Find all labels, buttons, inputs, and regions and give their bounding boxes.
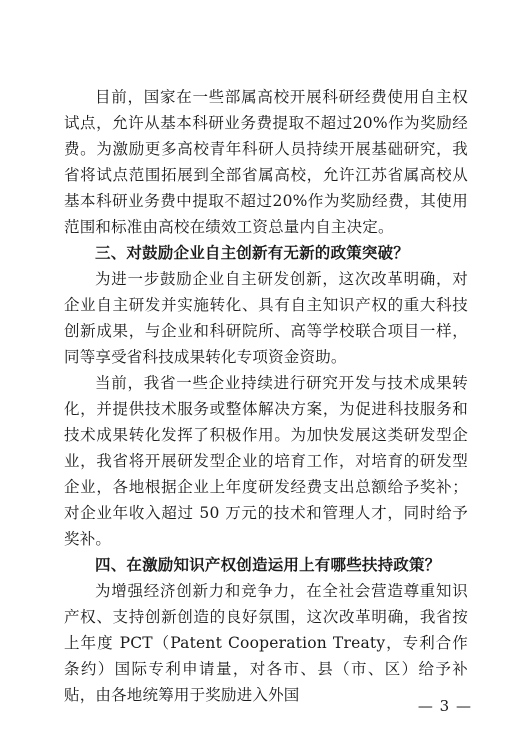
document-body — [64, 84, 468, 708]
paragraph-pct-subsidy: 为增强经济创新力和竞争力，在全社会营造尊重知识产权、支持创新创造的良好氛围，这次改革明确，我省按上年度 PCT（Patent Cooperation Treaty，专利合作条约）国际专利申请量，对各市、县（市、区）给予补贴，由各地统筹用于奖励进入外国 — [64, 582, 468, 704]
section-heading-enterprise-innovation: 三、对鼓励企业自主创新有无新的政策突破？ — [95, 244, 410, 262]
paragraph-pilot-scope: 目前，国家在一些部属高校开展科研经费使用自主权试点，允许从基本科研业务费提取不超过20%作为奖励经费。为激励更多高校青年科研人员持续开展基础研究，我省将试点范围拓展到全部省属高校，允许江苏省属高校从基本科研业务费中提取不超过20%作为奖励经费，其使用范围和标准由高校在绩效工资总量内自主决定。 — [64, 88, 468, 236]
section-heading-ip-policy: 四、在激励知识产权创造运用上有哪些扶持政策？ — [95, 556, 441, 574]
paragraph-enterprise-rd: 为进一步鼓励企业自主研发创新，这次改革明确，对企业自主研发并实施转化、具有自主知识产权的重大科技创新成果，与企业和科研院所、高等学校联合项目一样，同等享受省科技成果转化专项资金资助。 — [64, 270, 468, 366]
page-number: — 3 — — [417, 697, 472, 715]
paragraph-rd-enterprise-support: 当前，我省一些企业持续进行研究开发与技术成果转化，并提供技术服务或整体解决方案，为促进科技服务和技术成果转化发挥了积极作用。为加快发展这类研发型企业，我省将开展研发型企业的培育工作，对培育的研发型企业，各地根据企业上年度研发经费支出总额给予奖补；对企业年收入超过 50 万元的技术和管理人才，同时给予奖补。 — [64, 374, 468, 548]
